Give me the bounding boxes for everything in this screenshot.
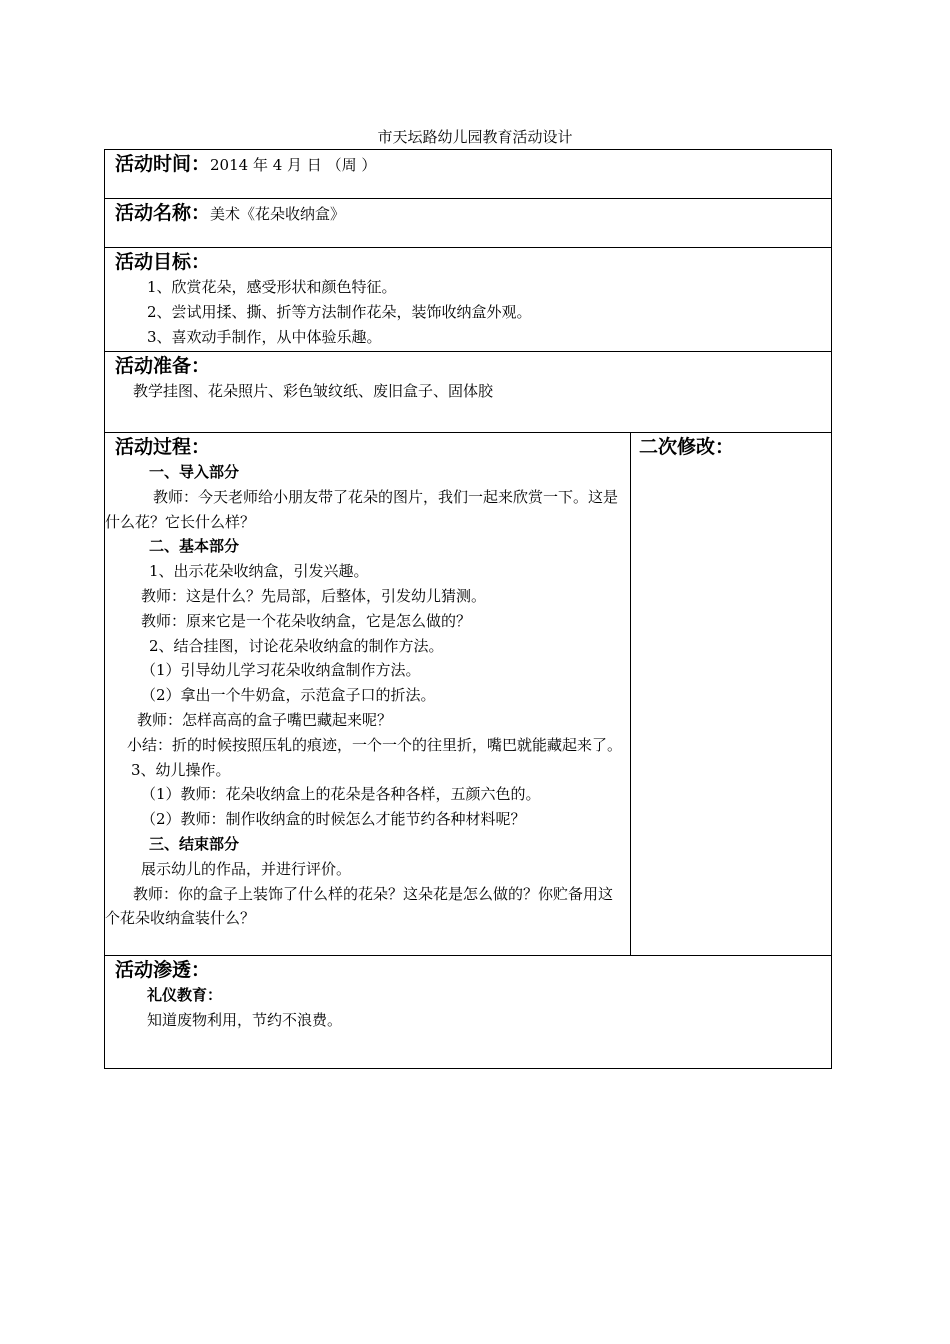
second-revision-label: 二次修改： bbox=[639, 436, 735, 458]
section-heading-closing: 三、结束部分 bbox=[149, 834, 240, 853]
process-line: （2）拿出一个牛奶盒，示范盒子口的折法。 bbox=[141, 686, 436, 705]
activity-preparation-label: 活动准备： bbox=[115, 355, 211, 377]
etiquette-education-label: 礼仪教育： bbox=[147, 986, 223, 1004]
row-activity-infiltration bbox=[105, 956, 832, 1069]
goal-item: 3、喜欢动手制作，从中体验乐趣。 bbox=[147, 327, 382, 346]
process-line: （1）引导幼儿学习花朵收纳盒制作方法。 bbox=[141, 661, 421, 680]
document-title: 市天坛路幼儿园教育活动设计 bbox=[377, 128, 573, 146]
cell-activity-goals bbox=[105, 248, 832, 352]
activity-preparation-value: 教学挂图、花朵照片、彩色皱纹纸、废旧盒子、固体胶 bbox=[133, 382, 494, 400]
section-heading-intro: 一、导入部分 bbox=[149, 463, 240, 481]
activity-plan-table bbox=[104, 149, 832, 1069]
activity-time-label: 活动时间： bbox=[115, 153, 211, 175]
row-activity-preparation bbox=[105, 352, 832, 433]
section-heading-basic: 二、基本部分 bbox=[149, 537, 240, 556]
process-line: 2、结合挂图，讨论花朵收纳盒的制作方法。 bbox=[149, 636, 444, 655]
row-activity-name bbox=[105, 199, 832, 248]
activity-time-value: 2014 年 4 月 日 （周 ） bbox=[210, 156, 377, 174]
cell-activity-process bbox=[105, 433, 631, 956]
activity-process-label: 活动过程： bbox=[115, 436, 211, 458]
goal-item: 2、尝试用揉、撕、折等方法制作花朵，装饰收纳盒外观。 bbox=[147, 302, 532, 321]
process-paragraph: 教师：你的盒子上装饰了什么样的花朵？这朵花是怎么做的？你贮备用这个花朵收纳盒装什么？ bbox=[105, 884, 614, 928]
goal-item: 1、欣赏花朵，感受形状和颜色特征。 bbox=[147, 278, 397, 296]
activity-infiltration-value: 知道废物利用，节约不浪费。 bbox=[147, 1010, 343, 1029]
activity-infiltration-label: 活动渗透： bbox=[115, 959, 211, 981]
activity-name-value: 美术《花朵收纳盒》 bbox=[210, 205, 346, 223]
process-paragraph: 教师：今天老师给小朋友带了花朵的图片，我们一起来欣赏一下。这是什么花？它长什么样？ bbox=[105, 487, 619, 531]
cell-activity-name bbox=[105, 199, 832, 248]
activity-name-label: 活动名称： bbox=[115, 202, 211, 224]
process-line: 展示幼儿的作品，并进行评价。 bbox=[141, 859, 352, 878]
process-paragraph: 小结：折的时候按照压轧的痕迹，一个一个的往里折，嘴巴就能藏起来了。 bbox=[127, 735, 623, 754]
row-activity-process bbox=[105, 433, 832, 956]
cell-activity-time bbox=[105, 150, 832, 199]
cell-second-revision bbox=[631, 433, 832, 956]
process-line: （2）教师：制作收纳盒的时候怎么才能节约各种材料呢？ bbox=[141, 810, 526, 829]
process-line: 教师：这是什么？先局部，后整体，引发幼儿猜测。 bbox=[141, 586, 487, 605]
cell-activity-infiltration bbox=[105, 956, 832, 1069]
process-line: （1）教师：花朵收纳盒上的花朵是各种各样，五颜六色的。 bbox=[141, 785, 541, 804]
process-line: 3、幼儿操作。 bbox=[131, 760, 231, 779]
process-line: 教师：原来它是一个花朵收纳盒，它是怎么做的？ bbox=[141, 611, 472, 630]
cell-activity-preparation bbox=[105, 352, 832, 433]
row-activity-goals bbox=[105, 248, 832, 352]
row-activity-time bbox=[105, 150, 832, 199]
process-line: 教师：怎样高高的盒子嘴巴藏起来呢？ bbox=[137, 710, 393, 729]
process-line: 1、出示花朵收纳盒，引发兴趣。 bbox=[149, 562, 369, 581]
activity-goals-label: 活动目标： bbox=[115, 251, 211, 273]
